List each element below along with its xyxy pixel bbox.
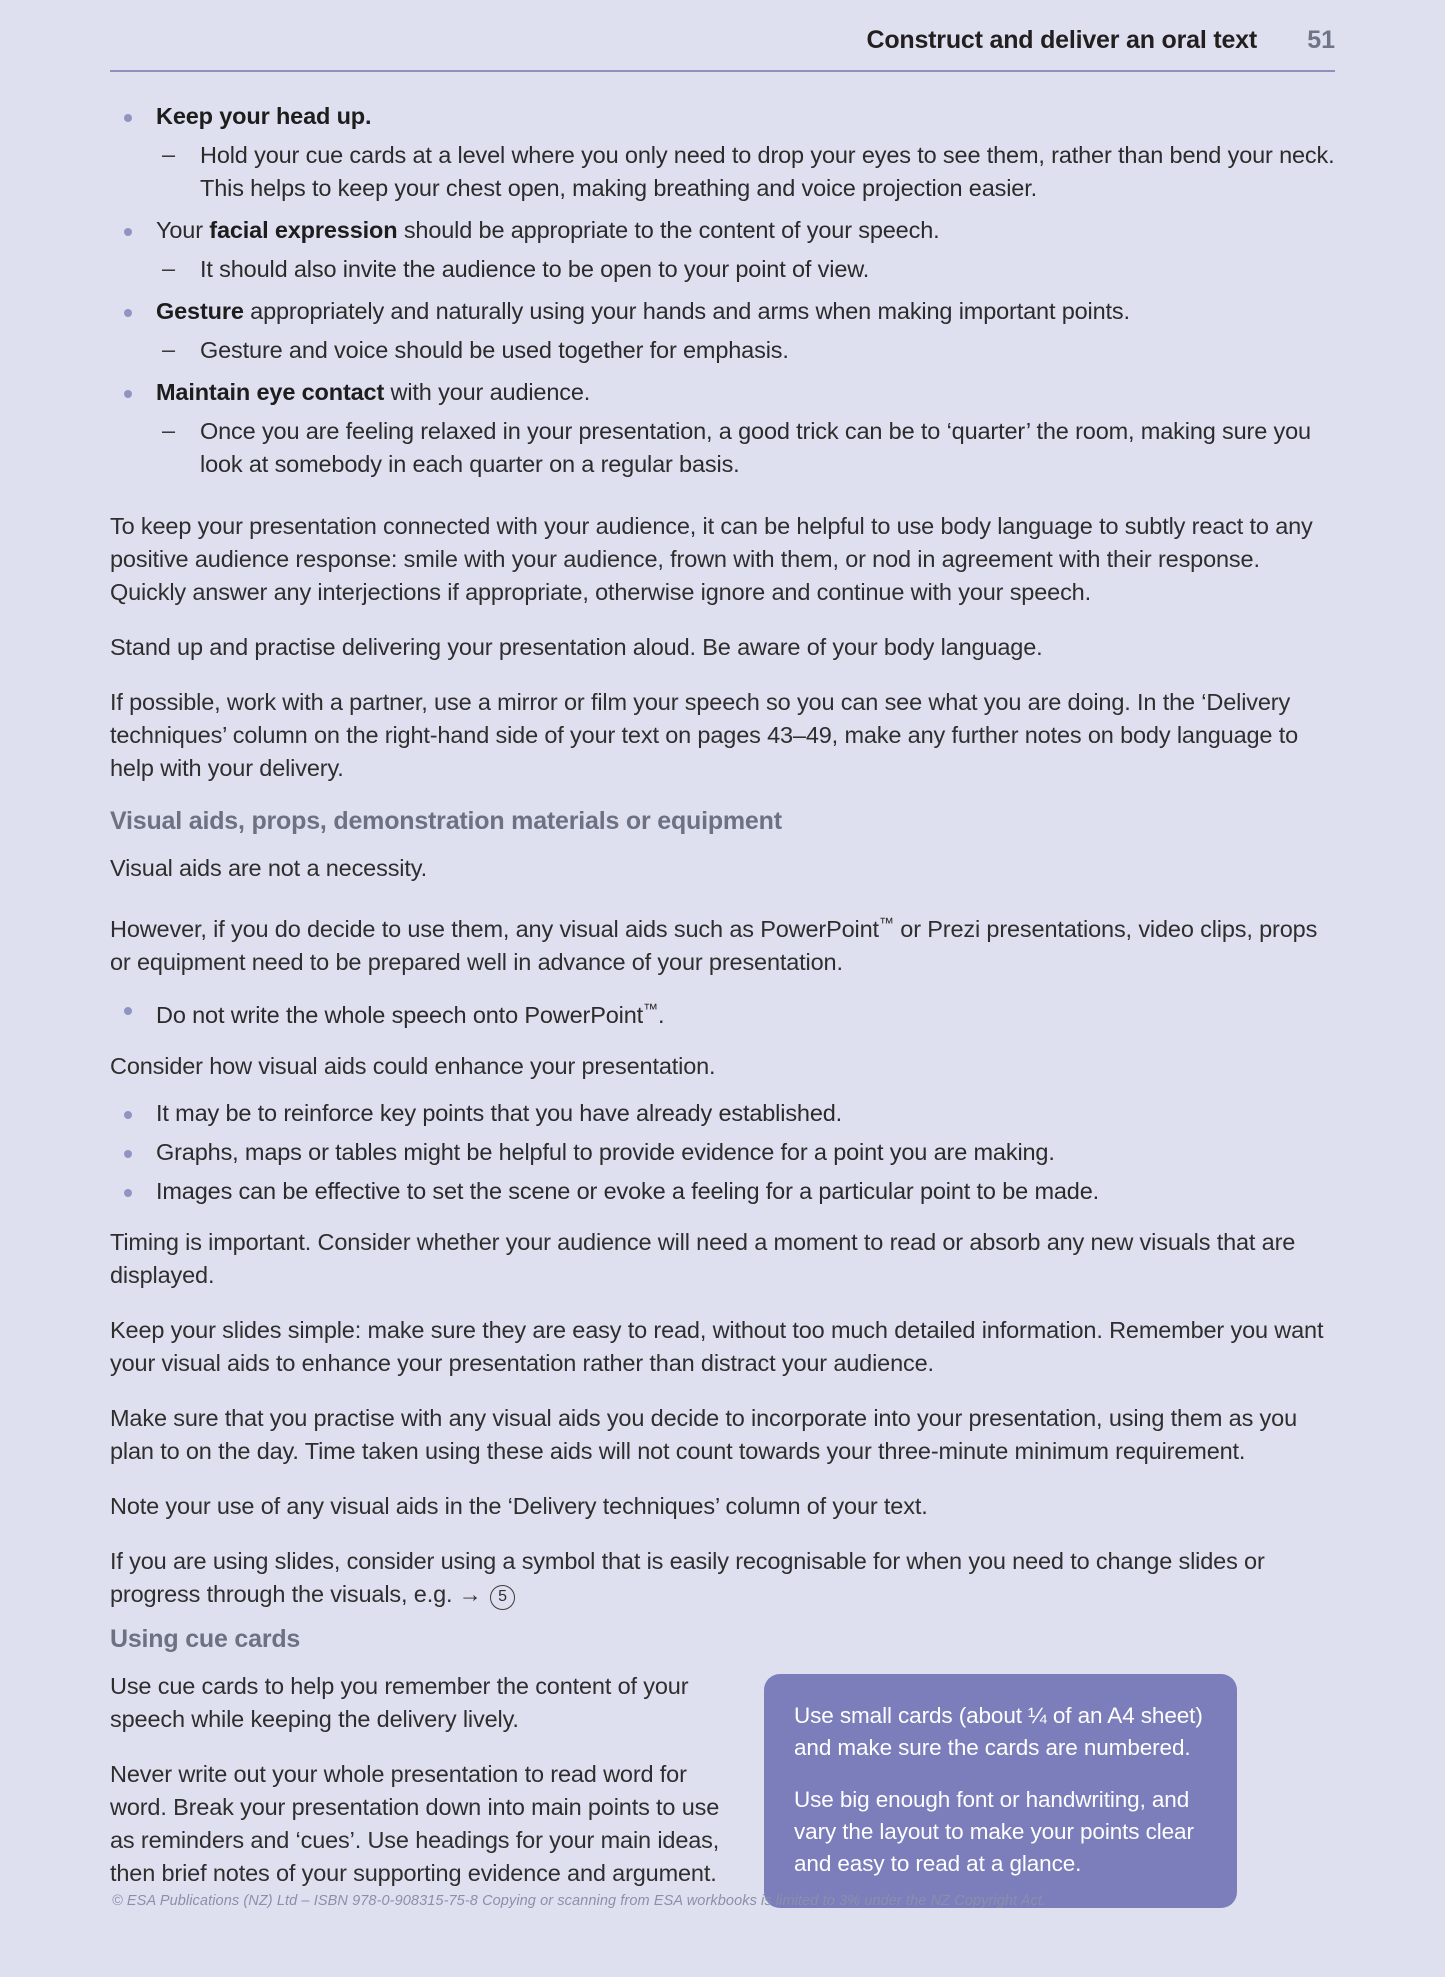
sub-list-item: – Hold your cue cards at a level where you only need to drop your eyes to see them, rather than bend your neck. This helps to keep your chest open, making breathing and voice projection easier.	[156, 139, 1335, 205]
however-pre: However, if you do decide to use them, any visual aids such as PowerPoint	[110, 915, 879, 942]
tip-callout-box	[764, 1674, 1237, 1908]
list-item: It may be to reinforce key points that you have already established.	[110, 1097, 1335, 1130]
bullet-lead-rest: appropriately and naturally using your hands and arms when making important points.	[243, 298, 1130, 324]
trademark-icon: ™	[643, 1000, 659, 1018]
bullet-lead-bold: facial expression	[209, 217, 398, 243]
list-item: Graphs, maps or tables might be helpful to provide evidence for a point you are making.	[110, 1136, 1335, 1169]
page-header	[110, 26, 1335, 55]
paragraph-cue-cards-2: Never write out your whole presentation to read word for word. Break your presentation down into main points to use as reminders and ‘cues’. Use headings for your main ideas, then brief notes of your supporting evidence and argument.	[110, 1760, 720, 1886]
callout-line-1: Use small cards (about ¼ of an A4 sheet) and make sure the cards are numbered.	[794, 1702, 1203, 1760]
sub-list	[156, 139, 1335, 205]
copyright-footer: © ESA Publications (NZ) Ltd – ISBN 978-0-908315-75-8 Copying or scanning from ESA workbooks is limited to 3% under the NZ Copyright Act.	[112, 1893, 1047, 1909]
bullet-lead-rest: should be appropriate to the content of your speech.	[397, 217, 940, 243]
list-item: Images can be effective to set the scene or evoke a feeling for a particular point to be made.	[110, 1175, 1335, 1208]
powerpoint-bullet-list	[110, 993, 1335, 1032]
callout-line-2: Use big enough font or handwriting, and vary the layout to make your points clear and easy to read at a glance.	[794, 1786, 1194, 1876]
paragraph-body-language: To keep your presentation connected with your audience, it can be helpful to use body language to subtly react to any positive audience response: smile with your audience, frown with them, or nod in agreement with their response. Quickly answer any interjections if appropriate, otherwise ignore and continue with your speech.	[110, 513, 1313, 605]
section-heading-visual-aids: Visual aids, props, demonstration materials or equipment	[110, 807, 782, 835]
paragraph-slide-symbol	[110, 1545, 1335, 1611]
list-item	[110, 993, 1335, 1032]
bullet-lead-bold: Maintain eye contact	[156, 379, 385, 405]
list-item	[110, 295, 1335, 367]
bullet-lead-bold: Gesture	[156, 298, 244, 324]
page-number: 51	[1307, 26, 1335, 54]
however-post: or Prezi presentations, video clips, props or equipment need to be prepared well in advance of your presentation.	[110, 915, 1318, 975]
sub-list-item: – Gesture and voice should be used together for emphasis.	[156, 334, 1335, 367]
bullet-lead-rest: with your audience.	[384, 379, 591, 405]
bullet-lead-pre: Your	[156, 217, 210, 243]
cue-cards-text-column	[110, 1670, 730, 1912]
paragraph-keep-slides-simple: Keep your slides simple: make sure they are easy to read, without too much detailed information. Remember you want your visual aids to enhance your presentation rather than distract your audience.	[110, 1316, 1324, 1376]
page-content	[110, 100, 1335, 1912]
header-title: Construct and deliver an oral text	[866, 26, 1257, 54]
right-arrow-icon: →	[458, 1580, 482, 1607]
paragraph-not-necessity: Visual aids are not a necessity.	[110, 855, 427, 881]
bullet-lead-bold: Keep your head up.	[156, 103, 372, 129]
bullet-text-post: .	[658, 1001, 665, 1028]
sub-list	[156, 415, 1335, 481]
paragraph-note-your-use: Note your use of any visual aids in the ‘Delivery techniques’ column of your text.	[110, 1492, 928, 1519]
paragraph-timing: Timing is important. Consider whether your audience will need a moment to read or absorb any new visuals that are displayed.	[110, 1228, 1296, 1288]
symbol-text: If you are using slides, consider using a symbol that is easily recognisable for when you need to change slides or progress through the visuals, e.g.	[110, 1547, 1265, 1607]
paragraph-stand-up: Stand up and practise delivering your presentation aloud. Be aware of your body language.	[110, 634, 1043, 660]
trademark-icon: ™	[878, 915, 894, 932]
list-item	[110, 100, 1335, 205]
sub-list	[156, 334, 1335, 367]
section-heading-using-cue-cards: Using cue cards	[110, 1624, 301, 1653]
list-item	[110, 214, 1335, 286]
list-item	[110, 376, 1335, 481]
sub-list-item: – Once you are feeling relaxed in your presentation, a good trick can be to ‘quarter’ the room, making sure you look at somebody in each quarter on a regular basis.	[156, 415, 1335, 481]
circled-number-icon: 5	[490, 1585, 515, 1610]
delivery-tips-list	[110, 100, 1335, 481]
header-divider	[110, 70, 1335, 72]
bullet-text-pre: Do not write the whole speech onto PowerPoint	[156, 1001, 644, 1028]
cue-cards-row	[110, 1670, 1335, 1912]
paragraph-cue-cards-1: Use cue cards to help you remember the content of your speech while keeping the delivery lively.	[110, 1672, 689, 1732]
paragraph-if-possible: If possible, work with a partner, use a mirror or film your speech so you can see what you are doing. In the ‘Delivery techniques’ column on the right-hand side of your text on pages 43–49, make any further notes on body language to help with your delivery.	[110, 689, 1299, 781]
enhance-bullet-list	[110, 1097, 1335, 1208]
sub-list-item: – It should also invite the audience to be open to your point of view.	[156, 253, 1335, 286]
paragraph-consider-how: Consider how visual aids could enhance your presentation.	[110, 1052, 716, 1079]
sub-list	[156, 253, 1335, 286]
paragraph-make-sure-practise: Make sure that you practise with any visual aids you decide to incorporate into your presentation, using them as you plan to on the day. Time taken using these aids will not count towards your three-minute minimum requirement.	[110, 1404, 1297, 1464]
paragraph-however-powerpoint	[110, 907, 1335, 979]
